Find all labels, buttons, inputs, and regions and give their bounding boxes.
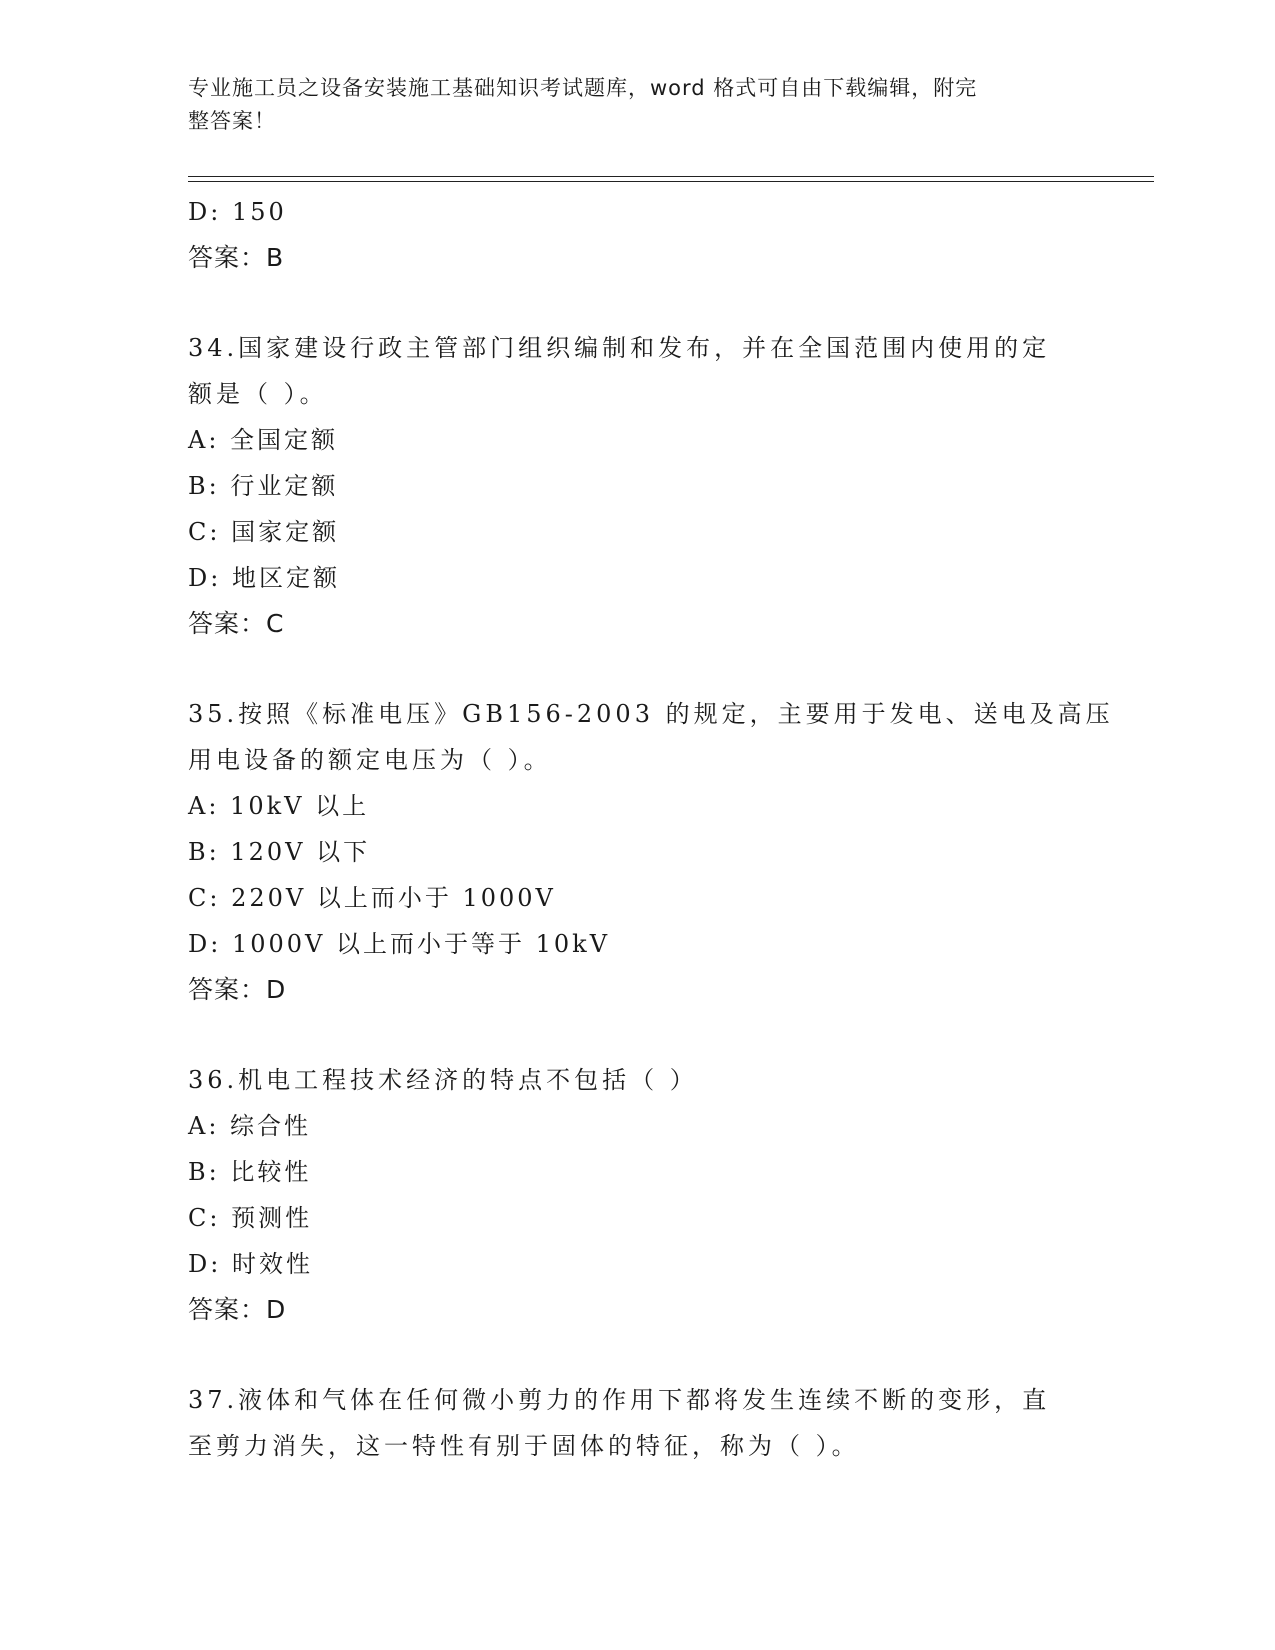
question-stem-line: 37.液体和气体在任何微小剪力的作用下都将发生连续不断的变形，直 <box>188 1386 1051 1414</box>
option-c: C: 220V 以上而小于 1000V <box>188 884 556 912</box>
question-stem-line: 35.按照《标准电压》GB156-2003 的规定，主要用于发电、送电及高压 <box>188 700 1114 728</box>
option-b: B: 比较性 <box>188 1158 312 1186</box>
option-d: D: 1000V 以上而小于等于 10kV <box>188 930 611 958</box>
spacer <box>188 281 1088 325</box>
option-d: D: 时效性 <box>188 1250 313 1278</box>
spacer <box>188 647 1088 691</box>
header-divider-bottom <box>188 181 1154 182</box>
header-line-1: 专业施工员之设备安装施工基础知识考试题库，word 格式可自由下载编辑，附完 <box>188 76 978 100</box>
question-content <box>188 189 1114 1469</box>
question-stem-line: 用电设备的额定电压为（ ）。 <box>188 746 552 774</box>
option-d: D: 地区定额 <box>188 564 340 592</box>
question-stem-line: 额是（ ）。 <box>188 380 328 408</box>
answer-label: 答案：D <box>188 1295 287 1324</box>
question-37 <box>188 1377 1088 1469</box>
option-a: A: 综合性 <box>188 1112 312 1140</box>
question-stem-line: 36.机电工程技术经济的特点不包括（ ） <box>188 1066 698 1094</box>
spacer <box>188 1013 1088 1057</box>
header-line-2: 整答案！ <box>188 109 276 133</box>
answer-label: 答案：C <box>188 609 285 638</box>
question-35 <box>188 691 1114 1013</box>
option-b: B: 120V 以下 <box>188 838 371 866</box>
page-header <box>188 72 1078 138</box>
previous-question-tail <box>188 189 1088 281</box>
question-34 <box>188 325 1088 647</box>
header-divider-top <box>188 176 1154 177</box>
option-c: C: 预测性 <box>188 1204 313 1232</box>
question-36 <box>188 1057 1088 1333</box>
answer-label: 答案：D <box>188 975 287 1004</box>
question-stem-line: 34.国家建设行政主管部门组织编制和发布，并在全国范围内使用的定 <box>188 334 1051 362</box>
spacer <box>188 1333 1088 1377</box>
option-b: B: 行业定额 <box>188 472 339 500</box>
question-stem-line: 至剪力消失，这一特性有别于固体的特征，称为（ ）。 <box>188 1432 860 1460</box>
option-a: A: 10kV 以上 <box>188 792 370 820</box>
option-a: A: 全国定额 <box>188 426 339 454</box>
answer-label: 答案：B <box>188 243 285 272</box>
option-d: D: 150 <box>188 198 287 226</box>
option-c: C: 国家定额 <box>188 518 340 546</box>
